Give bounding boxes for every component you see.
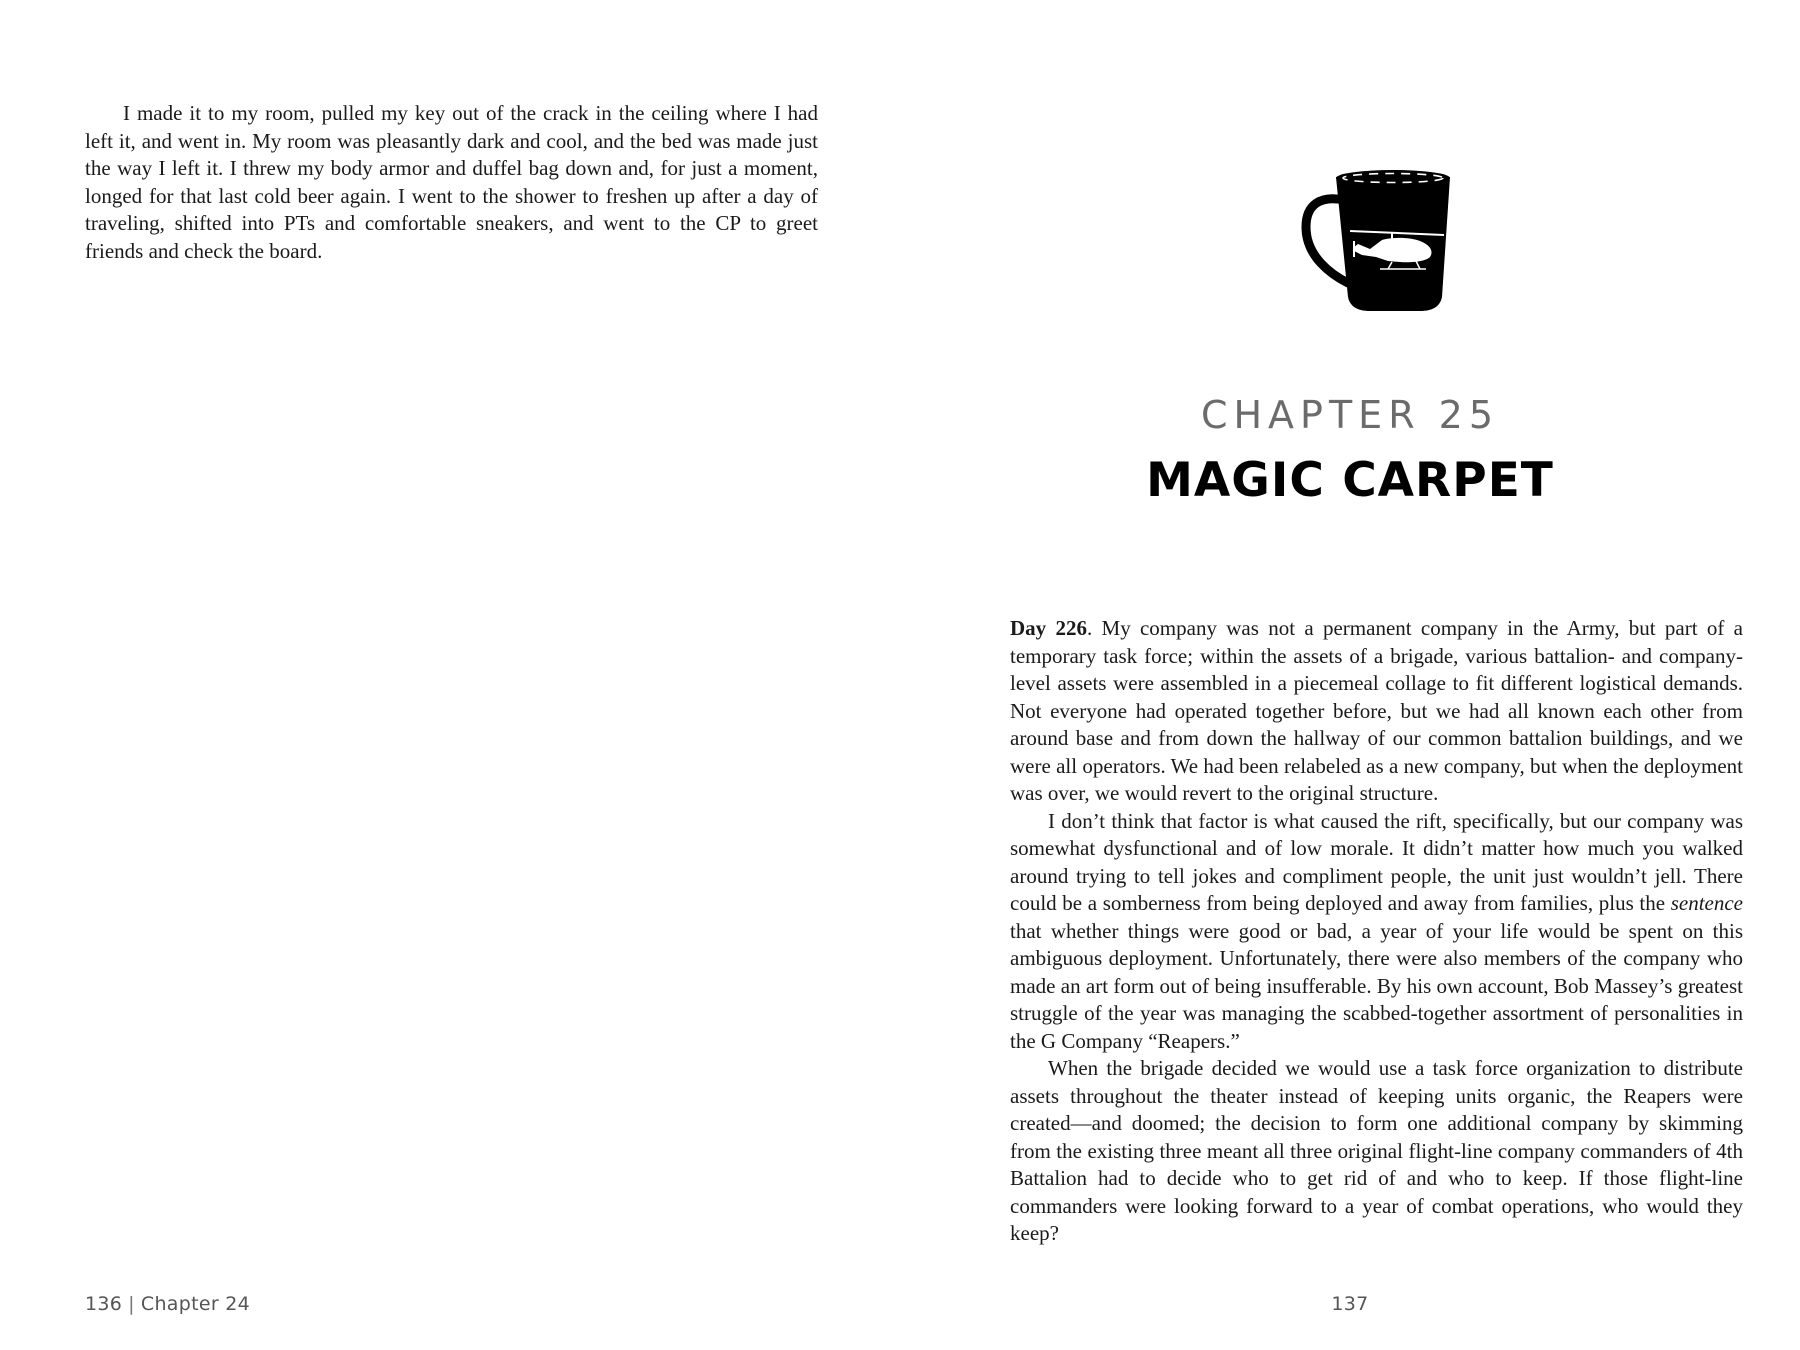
chapter-label: CHAPTER 25 [1200,393,1500,437]
paragraph-text: . My company was not a permanent company in the Army, but part of a temporary task force; within the assets of a brigade, various battalion- and company-level assets were assembled in a piecemeal collage to fit different logistical demands. Not everyone had operated together before, but we had all known each other from around base and from down the hallway of our common battalion buildings, and we were all operators. We had been relabeled as a new company, but when the deployment was over, we would revert to the original structure. [1010,616,1743,805]
left-page-body [85,100,818,265]
body-paragraph [1010,808,1743,1056]
folio-separator: | [128,1293,135,1315]
right-page [900,0,1800,1350]
emphasis-text: sentence [1670,891,1743,915]
day-label: Day 226 [1010,616,1087,640]
running-head: Chapter 24 [140,1293,251,1315]
page-number: 137 [1331,1293,1369,1315]
right-page-folio [900,1293,1800,1315]
body-paragraph: When the brigade decided we would use a task force organization to distribute assets throughout the theater instead of keeping units organic, the Reapers were created—and doomed; the decision to form one additional company by skimming from the existing three meant all three original flight-line company commanders of 4th Battalion had to decide who to get rid of and who to keep. If those flight-line commanders were looking forward to a year of combat operations, who would they keep? [1010,1056,1743,1245]
body-paragraph [1010,615,1743,808]
body-paragraph: I made it to my room, pulled my key out of the crack in the ceiling where I had left it, and went in. My room was pleasantly dark and cool, and the bed was made just the way I left it. I threw my body armor and duffel bag down and, for just a moment, longed for that last cold beer again. I went to the shower to freshen up after a day of traveling, shifted into PTs and comfortable sneakers, and went to the CP to greet friends and check the board. [85,101,818,263]
paragraph-text: that whether things were good or bad, a year of your life would be spent on this ambiguous deployment. Unfortunately, there were also members of the company who made an art form out of being insufferable. By his own account, Bob Massey’s greatest struggle of the year was managing the scabbed-together assortment of personalities in the G Company “Reapers.” [1010,918,1743,1053]
chapter-title: MAGIC CARPET [1146,453,1554,508]
paragraph-text: I don’t think that factor is what caused the rift, specifically, but our company was somewhat dysfunctional and of low morale. It didn’t matter how much you walked around trying to tell jokes and compliment people, the unit just wouldn’t jell. There could be a somberness from being deployed and away from families, plus the [1010,808,1743,915]
right-page-body [1010,615,1743,1248]
helicopter-mug-icon [1292,165,1462,315]
page-number: 136 [85,1293,123,1315]
left-page-folio [85,1293,250,1315]
